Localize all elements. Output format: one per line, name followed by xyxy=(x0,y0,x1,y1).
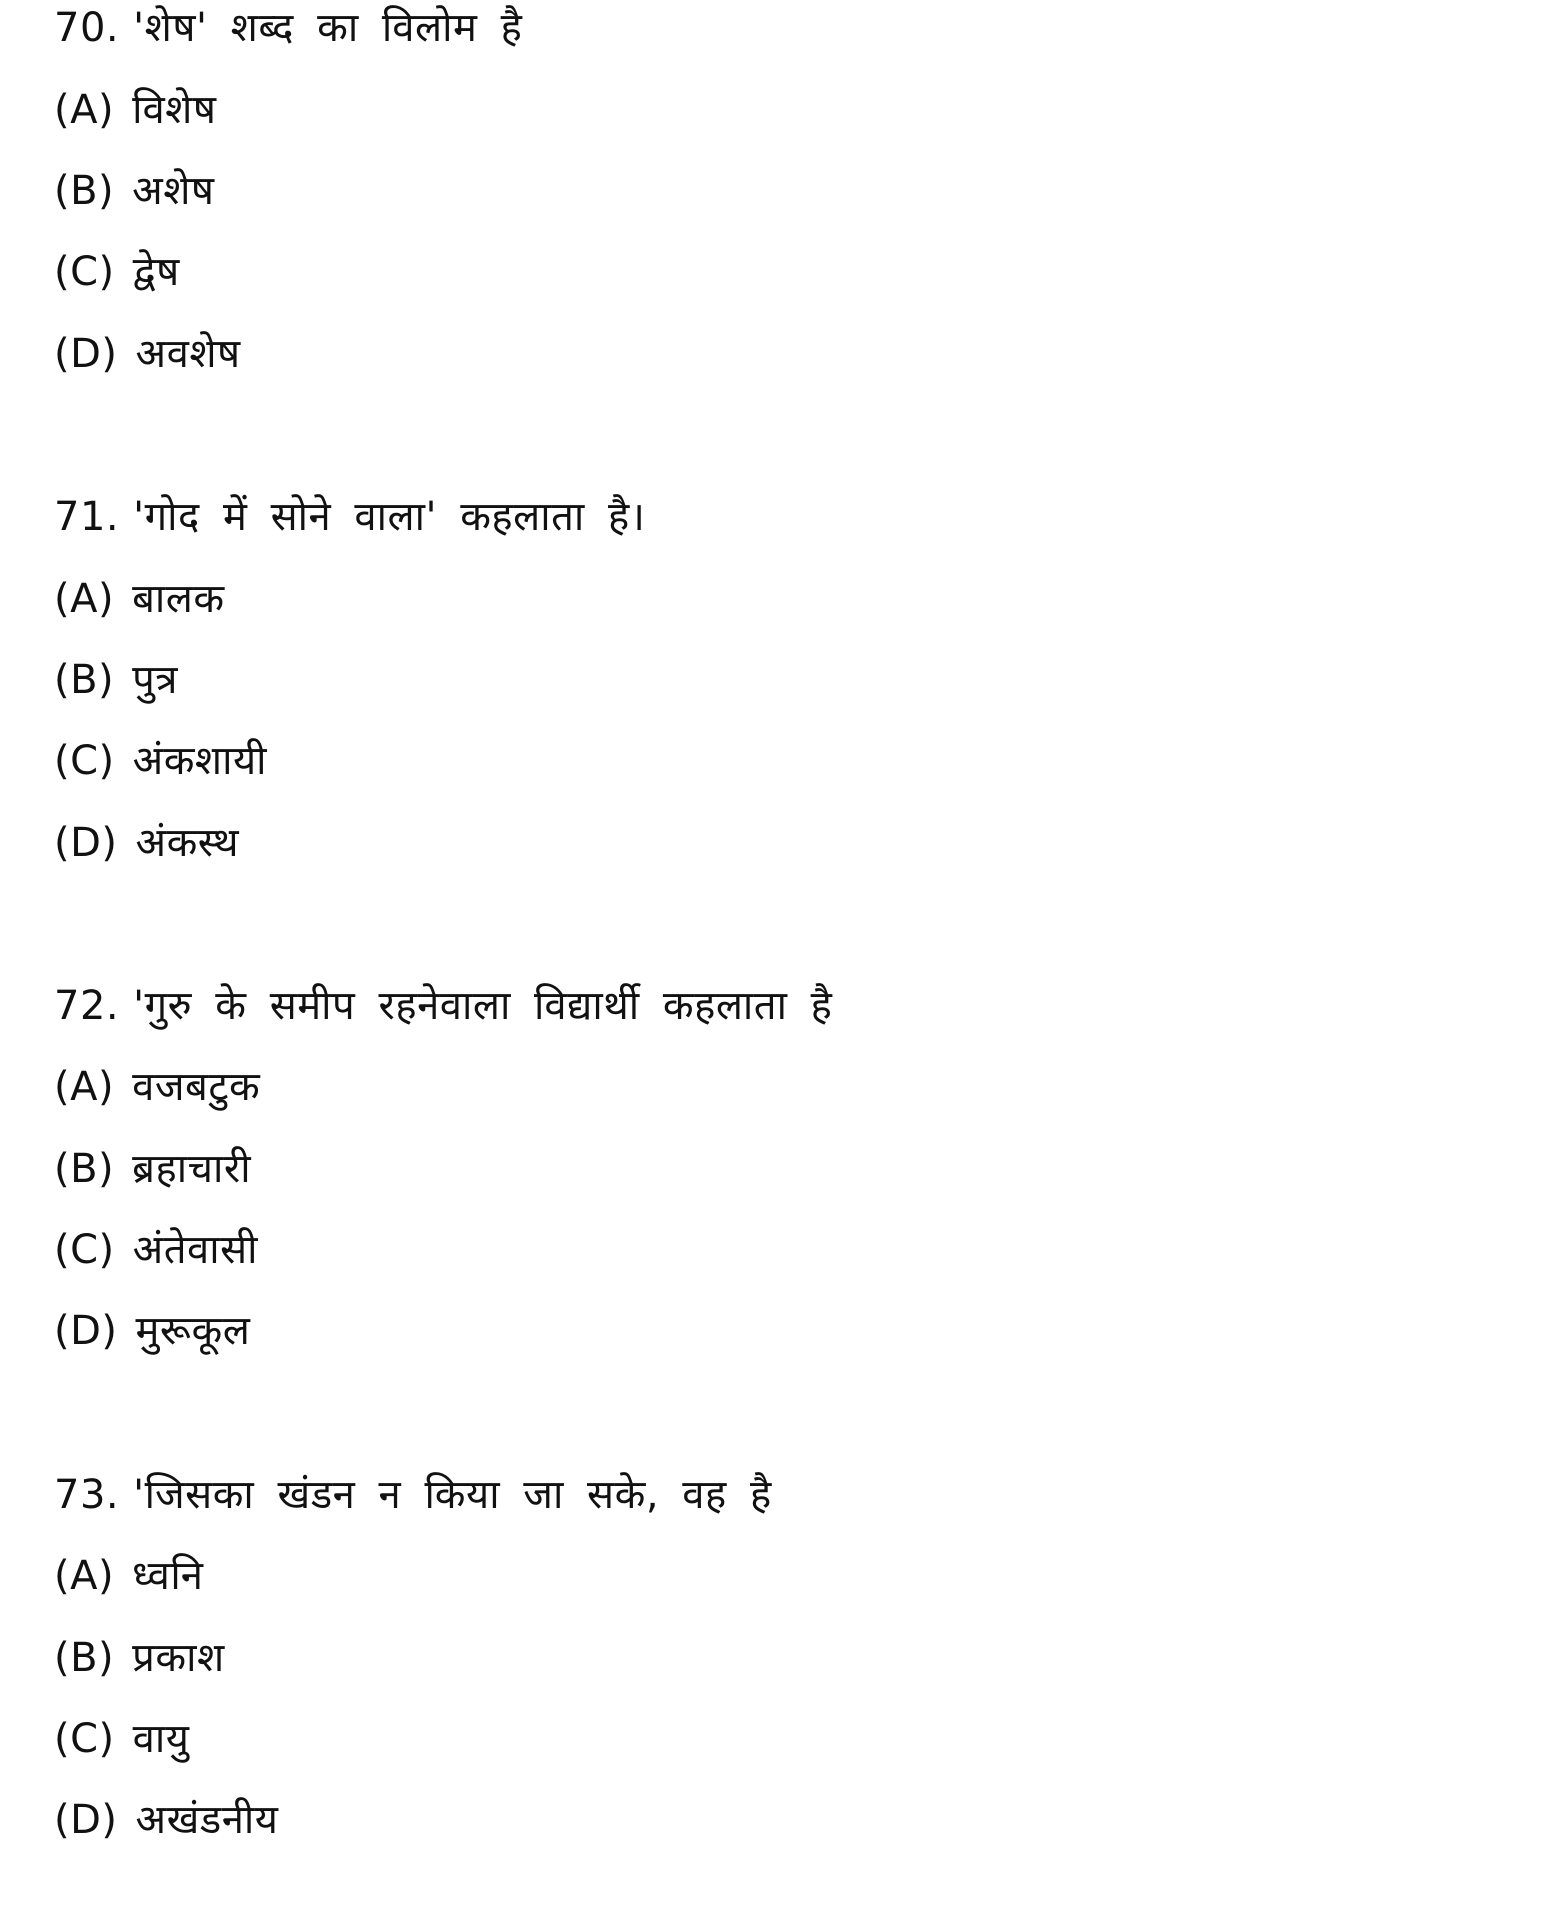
question-70 xyxy=(54,0,522,56)
option-73-a xyxy=(54,1548,203,1604)
question-text: 'शेष' शब्द का विलोम है xyxy=(133,5,523,51)
option-71-c xyxy=(54,733,267,789)
option-text: पुत्र xyxy=(132,657,178,703)
question-number: 73. xyxy=(54,1472,120,1518)
option-letter: (D) xyxy=(54,1797,118,1843)
option-text: वजबटुक xyxy=(132,1064,261,1110)
option-70-d xyxy=(54,326,241,382)
option-letter: (B) xyxy=(54,1635,115,1681)
option-72-b xyxy=(54,1141,251,1197)
question-72 xyxy=(54,978,832,1034)
option-letter: (D) xyxy=(54,1308,118,1354)
option-text: मुरूकूल xyxy=(135,1308,251,1354)
option-73-d xyxy=(54,1792,278,1848)
question-71 xyxy=(54,489,645,545)
option-letter: (B) xyxy=(54,657,115,703)
option-text: द्वेष xyxy=(132,249,180,295)
option-text: अवशेष xyxy=(135,331,241,377)
option-letter: (D) xyxy=(54,820,118,866)
option-71-a xyxy=(54,571,225,627)
question-number: 71. xyxy=(54,494,120,540)
option-text: अंकस्थ xyxy=(135,820,240,866)
option-letter: (A) xyxy=(54,87,115,133)
option-text: विशेष xyxy=(132,87,217,133)
option-72-a xyxy=(54,1059,260,1115)
option-letter: (C) xyxy=(54,1227,115,1273)
question-number: 72. xyxy=(54,983,120,1029)
option-72-c xyxy=(54,1222,258,1278)
option-letter: (A) xyxy=(54,576,115,622)
option-text: अंतेवासी xyxy=(132,1227,259,1273)
option-text: अखंडनीय xyxy=(135,1797,279,1843)
option-71-d xyxy=(54,815,239,871)
option-text: ब्रहाचारी xyxy=(132,1146,252,1192)
question-number: 70. xyxy=(54,5,120,51)
option-text: बालक xyxy=(132,576,225,622)
option-72-d xyxy=(54,1303,250,1359)
question-text: 'गोद में सोने वाला' कहलाता है। xyxy=(133,494,646,540)
option-letter: (A) xyxy=(54,1064,115,1110)
option-73-b xyxy=(54,1630,225,1686)
option-letter: (B) xyxy=(54,1146,115,1192)
option-text: अंकशायी xyxy=(132,738,268,784)
question-text: 'जिसका खंडन न किया जा सके, वह है xyxy=(133,1472,772,1518)
question-text: 'गुरु के समीप रहनेवाला विद्यार्थी कहलाता है xyxy=(133,983,833,1029)
option-text: वायु xyxy=(132,1716,190,1762)
option-70-c xyxy=(54,244,180,300)
option-73-c xyxy=(54,1711,189,1767)
option-text: प्रकाश xyxy=(132,1635,225,1681)
option-letter: (D) xyxy=(54,331,118,377)
option-letter: (A) xyxy=(54,1553,115,1599)
option-letter: (B) xyxy=(54,168,115,214)
option-text: अशेष xyxy=(132,168,215,214)
option-letter: (C) xyxy=(54,249,115,295)
option-letter: (C) xyxy=(54,1716,115,1762)
option-70-a xyxy=(54,82,217,138)
option-letter: (C) xyxy=(54,738,115,784)
option-text: ध्वनि xyxy=(132,1553,204,1599)
option-71-b xyxy=(54,652,178,708)
question-73 xyxy=(54,1467,772,1523)
option-70-b xyxy=(54,163,215,219)
